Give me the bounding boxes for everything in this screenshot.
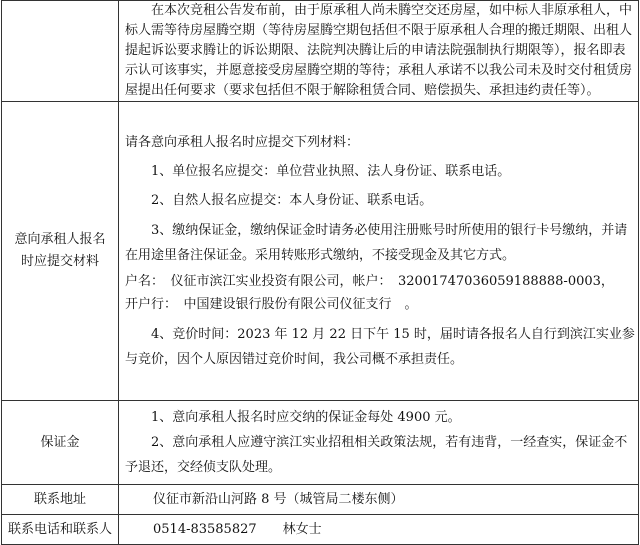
deposit-item-1: 1、意向承租人报名时应交纳的保证金每处 4900 元。 (151, 410, 461, 425)
materials-intro: 请各意向承租人报名时应提交下列材料： (125, 134, 360, 150)
table-row-deposit (2, 401, 639, 485)
table-row-contact (2, 515, 639, 545)
table-row-address (2, 485, 639, 515)
deposit-item-2: 2、意向承租人应遵守滨江实业招租相关政策法规，若有违背，一经查实，保证金不予退还，交经侦支队处理。 (125, 435, 628, 475)
materials-cell (119, 102, 639, 401)
materials-item-1: 1、单位报名应提交：单位营业执照、法人身份证、联系电话。 (151, 163, 511, 179)
materials-item-4: 4、竞价时间：2023 年 12 月 22 日下午 15 时，届时请各报名人自行到滨江实业参与竞价，因个人原因错过竞价时间，我公司概不承担责任。 (125, 326, 635, 367)
address-cell (119, 485, 639, 515)
bank-line: 开户行： 中国建设银行股份有限公司仪征支行 。 (125, 296, 418, 312)
notice-cell (119, 1, 639, 102)
table-row-notice (2, 1, 639, 102)
account-line: 户名： 仪征市滨江实业投资有限公司，帐户： 32001747036059188888-0003， (125, 273, 614, 289)
row-label-contact: 联系电话和联系人 (2, 515, 119, 545)
row-label-deposit: 保证金 (2, 401, 119, 485)
materials-label: 意向承租人报名时应提交材料 (14, 232, 106, 269)
row-label-materials (2, 102, 119, 401)
contact-value: 0514-83585827 林女士 (153, 521, 322, 537)
contact-cell (119, 515, 639, 545)
notice-table (1, 0, 639, 545)
address-value: 仪征市新沿山河路 8 号（城管局二楼东侧） (153, 491, 404, 507)
row-label-empty (2, 1, 119, 102)
notice-text: 在本次竞租公告发布前，由于原承租人尚未腾空交还房屋，如中标人非原承租人，中标人需等待房屋腾空期（等待房屋腾空期包括但不限于原承租人合理的搬迁期限、出租人提起诉讼要求腾让的诉讼期限、法院判决腾让后的申请法院强制执行期限等），报名即表示认可该事实，并愿意接受房屋腾空期的等待；承租人承诺不以我公司未及时交付租赁房屋提出任何要求（要求包括但不限于解除租赁合同、赔偿损失、承担违约责任等）。 (125, 3, 633, 98)
materials-item-3: 3、缴纳保证金，缴纳保证金时请务必使用注册账号时所使用的银行卡号缴纳，并请在用途里备注保证金。采用转账形式缴纳，不接受现金及其它方式。 (125, 222, 628, 263)
table-row-materials (2, 102, 639, 401)
deposit-cell (119, 401, 639, 485)
materials-item-2: 2、自然人报名应提交：本人身份证、联系电话。 (151, 192, 433, 208)
row-label-address: 联系地址 (2, 485, 119, 515)
